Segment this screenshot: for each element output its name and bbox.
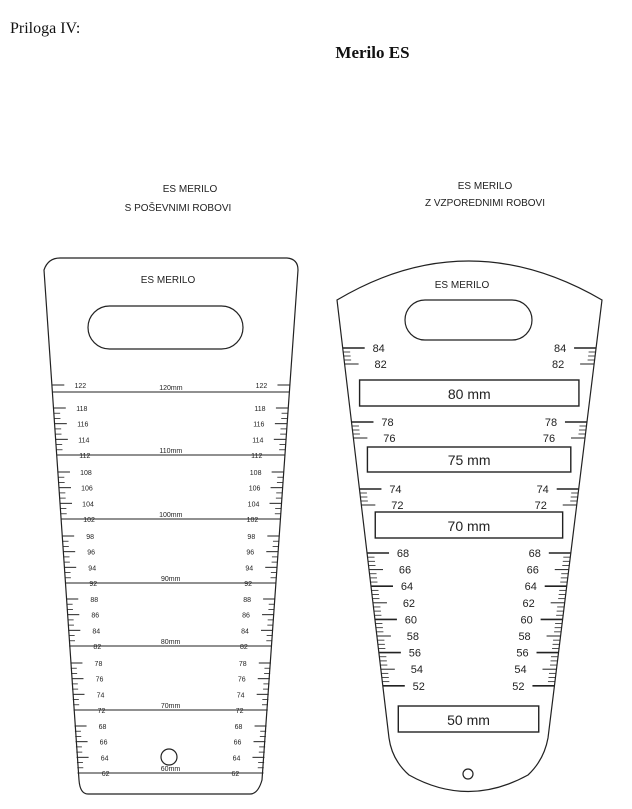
left-mark-label: 82: [240, 644, 248, 651]
left-mark-label: 104: [82, 501, 94, 509]
right-mark-label: 56: [516, 647, 529, 660]
left-mark-label: 92: [244, 581, 253, 588]
left-mark-label: 116: [253, 421, 265, 429]
left-mark-label: 64: [232, 755, 241, 763]
left-mark-label: 88: [90, 597, 99, 604]
right-band-label: 80 mm: [447, 386, 491, 402]
left-mark-label: 76: [237, 676, 246, 684]
left-mark-label: 118: [254, 406, 266, 413]
right-mark-label: 84: [372, 343, 385, 355]
right-mark-label: 72: [534, 500, 547, 512]
left-mark-label: 88: [243, 597, 251, 604]
left-mark-label: 64: [100, 755, 109, 763]
right-mark-label: 60: [404, 614, 418, 627]
left-mark-label: 108: [249, 470, 262, 477]
right-mark-label: 62: [402, 597, 416, 610]
right-gauge-groups: [343, 343, 596, 732]
right-mark-label: 82: [374, 359, 387, 371]
left-mark-label: 96: [87, 549, 96, 557]
left-gauge-caption-2: S POŠEVNIMI ROBOVI: [124, 203, 232, 214]
right-mark-label: 66: [526, 564, 539, 577]
right-mark-label: 76: [383, 433, 396, 445]
left-band-label: 60mm: [160, 766, 181, 773]
left-mark-label: 122: [74, 383, 87, 390]
left-mark-label: 74: [96, 692, 105, 700]
left-mark-label: 78: [238, 661, 247, 668]
right-mark-label: 78: [544, 417, 558, 429]
left-mark-label: 98: [247, 534, 256, 541]
right-mark-label: 62: [522, 597, 535, 610]
left-gauge-inner-label: ES MERILO: [140, 275, 196, 286]
right-mark-label: 78: [381, 417, 394, 429]
left-mark-label: 102: [83, 517, 95, 524]
right-mark-label: 76: [542, 433, 556, 445]
right-mark-label: 64: [524, 581, 537, 594]
left-mark-label: 114: [78, 437, 90, 445]
left-mark-label: 66: [233, 739, 242, 747]
left-mark-label: 112: [251, 453, 263, 460]
right-gauge-inner-label: ES MERILO: [434, 280, 490, 291]
right-mark-label: 82: [551, 359, 565, 371]
left-mark-label: 62: [101, 771, 110, 778]
right-band-label: 75 mm: [447, 452, 491, 468]
left-gauge-sections: [52, 383, 289, 778]
right-mark-label: 84: [553, 343, 567, 355]
left-mark-label: 68: [234, 724, 243, 731]
left-mark-label: 96: [246, 549, 255, 557]
left-mark-label: 98: [86, 534, 95, 541]
left-mark-label: 66: [99, 739, 108, 747]
left-mark-label: 72: [235, 708, 244, 715]
left-gauge: [44, 184, 298, 794]
left-band-label: 90mm: [160, 576, 181, 583]
document-title: Merilo ES: [335, 43, 410, 62]
left-gauge-handle-slot: [88, 306, 243, 349]
right-gauge-handle-slot: [405, 300, 532, 340]
right-mark-label: 58: [406, 631, 420, 643]
right-mark-label: 54: [514, 664, 527, 677]
right-mark-label: 66: [398, 564, 412, 577]
right-mark-label: 68: [528, 548, 541, 560]
right-mark-label: 72: [391, 500, 404, 512]
right-mark-label: 56: [408, 647, 421, 660]
right-mark-label: 52: [412, 680, 425, 693]
left-mark-label: 108: [80, 470, 92, 477]
left-mark-label: 78: [94, 661, 103, 668]
right-mark-label: 52: [512, 680, 525, 693]
left-mark-label: 112: [79, 453, 91, 460]
right-mark-label: 68: [396, 548, 410, 560]
left-mark-label: 106: [248, 485, 261, 493]
left-gauge-hole: [161, 749, 177, 765]
attachment-label: Priloga IV:: [10, 20, 81, 37]
right-band-label: 50 mm: [447, 712, 490, 728]
left-mark-label: 84: [92, 628, 101, 636]
left-mark-label: 114: [252, 437, 264, 445]
left-mark-label: 82: [93, 644, 102, 651]
left-gauge-outline: [44, 258, 298, 794]
left-band-label: 110mm: [159, 448, 183, 455]
left-mark-label: 102: [246, 517, 259, 524]
left-band-label: 120mm: [159, 385, 183, 392]
left-mark-label: 86: [242, 612, 250, 620]
left-gauge-caption-1: ES MERILO: [162, 184, 218, 195]
left-mark-label: 106: [81, 485, 93, 493]
left-band-label: 70mm: [160, 703, 181, 710]
left-mark-label: 92: [89, 581, 98, 588]
left-mark-label: 76: [95, 676, 104, 684]
left-mark-label: 118: [76, 406, 88, 413]
left-mark-label: 94: [245, 565, 254, 573]
left-band-label: 100mm: [159, 512, 183, 519]
left-mark-label: 72: [97, 708, 106, 715]
left-mark-label: 94: [88, 565, 97, 573]
left-mark-label: 116: [77, 421, 89, 429]
right-gauge: [337, 181, 602, 792]
left-mark-label: 122: [255, 383, 268, 390]
right-mark-label: 54: [410, 664, 423, 677]
left-mark-label: 62: [231, 771, 240, 778]
right-mark-label: 60: [520, 614, 533, 627]
right-mark-label: 74: [536, 484, 549, 496]
right-gauge-hole: [463, 769, 473, 779]
left-mark-label: 86: [91, 612, 100, 620]
right-mark-label: 58: [518, 631, 531, 643]
right-gauge-caption-2: Z VZPOREDNIMI ROBOVI: [424, 198, 546, 209]
right-mark-label: 74: [389, 484, 402, 496]
right-gauge-caption-1: ES MERILO: [457, 181, 513, 192]
left-mark-label: 104: [247, 501, 260, 509]
right-mark-label: 64: [400, 581, 414, 594]
left-mark-label: 68: [98, 724, 107, 731]
right-band-label: 70 mm: [447, 518, 491, 534]
left-band-label: 80mm: [160, 639, 181, 646]
left-mark-label: 84: [241, 628, 249, 636]
left-mark-label: 74: [236, 692, 245, 700]
